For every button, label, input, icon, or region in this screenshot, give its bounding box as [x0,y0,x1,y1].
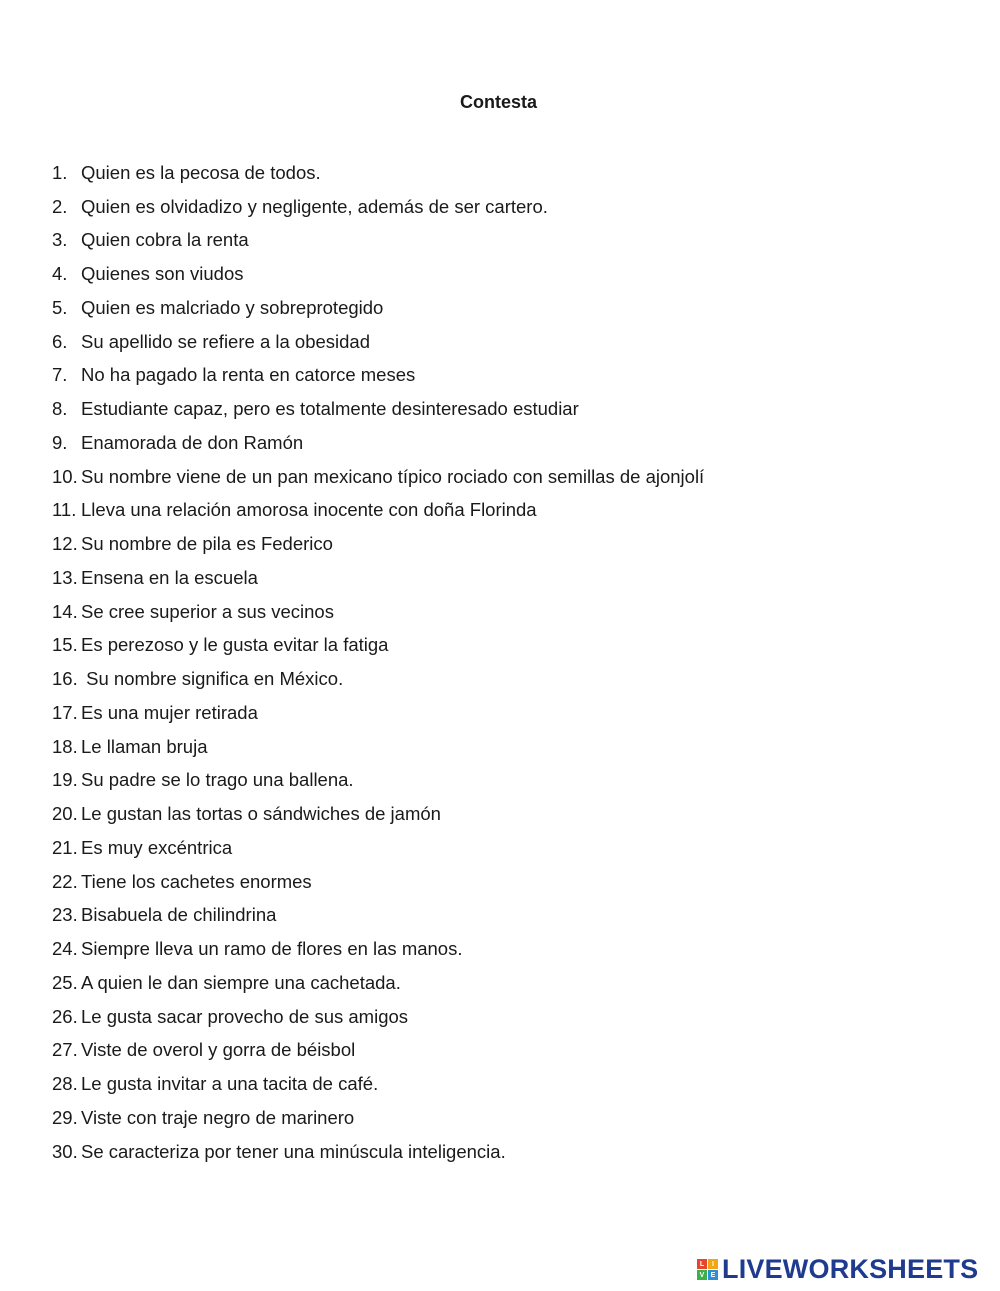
question-text: Le llaman bruja [81,735,208,757]
question-text: Quien es la pecosa de todos. [81,161,321,183]
question-item [52,561,972,595]
page-title: Contesta [459,92,537,112]
question-number: 7. [52,364,68,386]
question-text: Su nombre significa en México. [81,668,344,690]
question-item [52,224,972,258]
question-item [52,932,972,966]
question-number: 27. [52,1039,78,1061]
question-number: 5. [52,296,68,318]
question-item [52,257,972,291]
question-text: Es muy excéntrica [81,836,233,858]
question-number: 28. [52,1073,78,1095]
logo-block: L [697,1259,707,1269]
question-number: 13. [52,566,78,588]
question-text: Su apellido se refiere a la obesidad [81,330,370,352]
question-number: 6. [52,330,68,352]
question-item [52,696,972,730]
question-text: Se caracteriza por tener una minúscula inteligencia. [81,1140,506,1162]
question-item [52,629,972,663]
question-item [52,359,972,393]
question-number: 30. [52,1140,78,1162]
question-text: Le gusta invitar a una tacita de café. [81,1073,379,1095]
question-item [52,764,972,798]
question-text: Quien es malcriado y sobreprotegido [81,296,384,318]
question-number: 2. [52,195,68,217]
question-text: Bisabuela de chilindrina [81,904,277,926]
question-text: Ensena en la escuela [81,566,258,588]
question-item [52,1101,972,1135]
question-text: Quienes son viudos [81,263,244,285]
question-item [52,527,972,561]
liveworksheets-logo [697,1256,978,1283]
question-text: Quien cobra la renta [81,229,249,251]
question-text: Enamorada de don Ramón [81,431,304,453]
question-number: 29. [52,1106,78,1128]
question-number: 24. [52,938,78,960]
question-item [52,730,972,764]
question-text: Su nombre de pila es Federico [81,533,333,555]
question-item [52,190,972,224]
question-number: 17. [52,701,78,723]
question-item [52,1000,972,1034]
question-item [52,426,972,460]
question-item [52,1067,972,1101]
question-number: 21. [52,836,78,858]
question-text: Su padre se lo trago una ballena. [81,769,354,791]
question-text: Estudiante capaz, pero es totalmente desinteresado estudiar [81,398,579,420]
question-item [52,662,972,696]
question-text: Lleva una relación amorosa inocente con doña Florinda [81,499,537,521]
question-number: 12. [52,533,78,555]
question-number: 15. [52,634,78,656]
question-item [52,1034,972,1068]
logo-block: I [708,1259,718,1269]
question-text: Se cree superior a sus vecinos [81,600,334,622]
question-number: 11. [52,499,77,521]
question-number: 18. [52,735,78,757]
question-item [52,831,972,865]
question-text: Tiene los cachetes enormes [81,870,312,892]
question-number: 19. [52,769,78,791]
question-text: Viste de overol y gorra de béisbol [81,1039,356,1061]
question-item [52,966,972,1000]
question-item [52,865,972,899]
question-number: 14. [52,600,78,622]
question-list [52,156,972,1169]
question-item [52,291,972,325]
question-number: 25. [52,971,78,993]
question-text: Siempre lleva un ramo de flores en las manos. [81,938,463,960]
logo-block: V [697,1270,707,1280]
question-text: Le gustan las tortas o sándwiches de jamón [81,803,441,825]
question-item [52,797,972,831]
question-item [52,156,972,190]
question-number: 22. [52,870,78,892]
question-number: 1. [52,161,68,183]
logo-icon [697,1259,718,1280]
question-number: 20. [52,803,78,825]
question-item [52,494,972,528]
question-text: Quien es olvidadizo y negligente, además de ser cartero. [81,195,548,217]
logo-text: LIVEWORKSHEETS [722,1254,979,1284]
question-item [52,392,972,426]
question-item [52,460,972,494]
question-text: Es una mujer retirada [81,701,258,723]
question-number: 4. [52,263,68,285]
question-text: No ha pagado la renta en catorce meses [81,364,416,386]
question-text: Su nombre viene de un pan mexicano típico rociado con semillas de ajonjolí [81,465,705,487]
question-item [52,899,972,933]
question-item [52,1135,972,1169]
question-item [52,595,972,629]
question-number: 10. [52,465,78,487]
question-text: A quien le dan siempre una cachetada. [81,971,401,993]
question-text: Viste con traje negro de marinero [81,1106,355,1128]
question-number: 9. [52,431,68,453]
question-number: 16. [52,668,78,690]
logo-block: E [708,1270,718,1280]
question-number: 3. [52,229,68,251]
question-text: Es perezoso y le gusta evitar la fatiga [81,634,389,656]
question-text: Le gusta sacar provecho de sus amigos [81,1005,409,1027]
question-number: 23. [52,904,78,926]
question-number: 8. [52,398,68,420]
question-item [52,325,972,359]
question-number: 26. [52,1005,78,1027]
